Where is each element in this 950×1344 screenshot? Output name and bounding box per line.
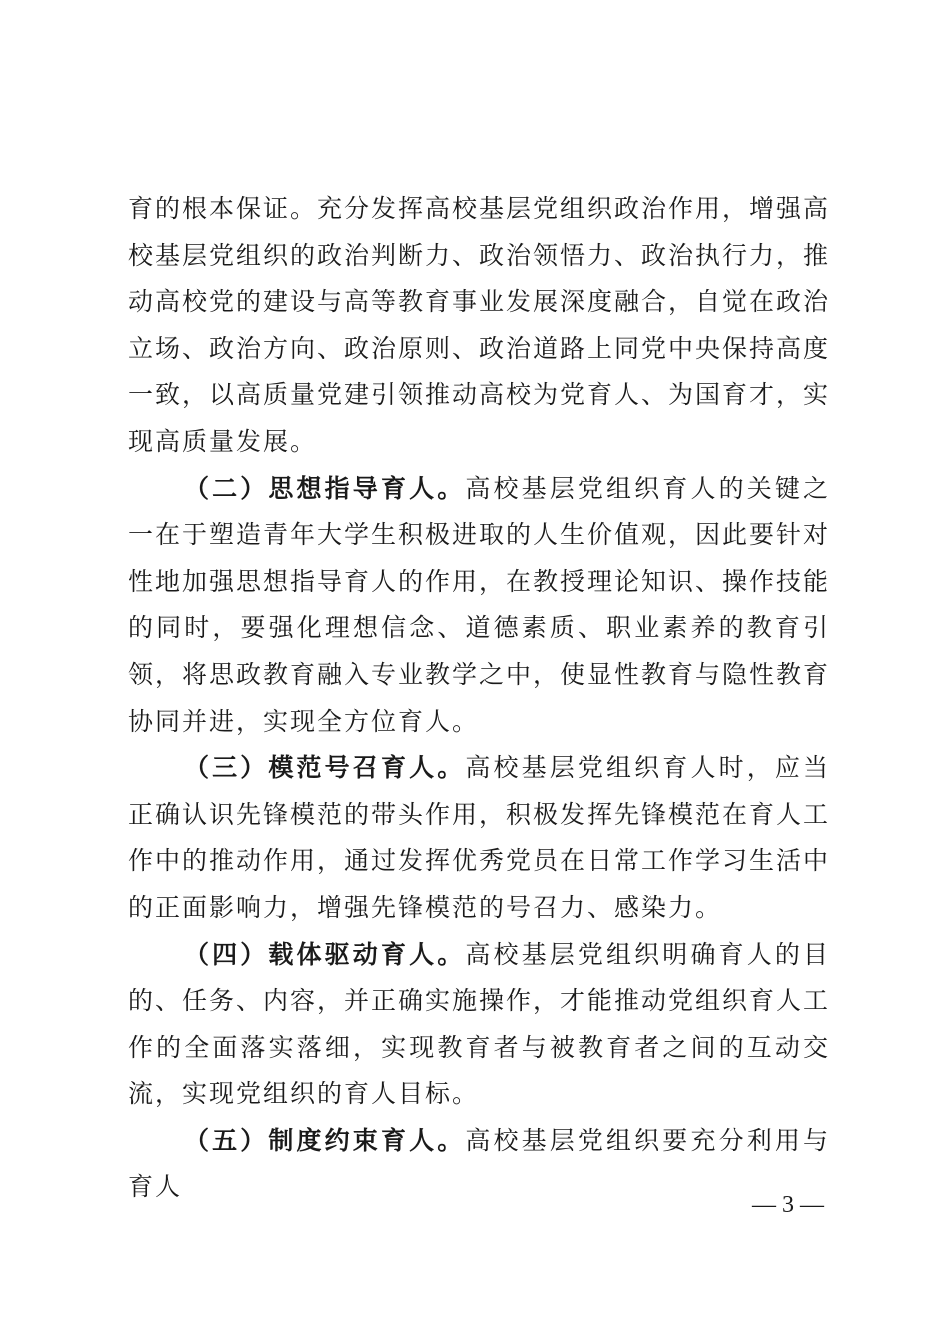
document-body [128,186,830,1211]
paragraph-text: 高校基层党组织育人时，应当正确认识先锋模范的带头作用，积极发挥先锋模范在育人工作中的推动作用，通过发挥优秀党员在日常工作学习生活中的正面影响力，增强先锋模范的号召力、感染力。 [128,753,831,922]
section-heading: （三）模范号召育人。 [184,753,466,783]
section-heading: （四）载体驱动育人。 [184,939,466,969]
paragraph-text: 育的根本保证。充分发挥高校基层党组织政治作用，增强高校基层党组织的政治判断力、政治领悟力、政治执行力，推动高校党的建设与高等教育事业发展深度融合，自觉在政治立场、政治方向、政治原则、政治道路上同党中央保持高度一致，以高质量党建引领推动高校为党育人、为国育才，实现高质量发展。 [128,194,831,456]
paragraph-section-4 [128,932,830,1118]
section-heading: （二）思想指导育人。 [184,473,466,503]
paragraph-section-5 [128,1118,830,1211]
paragraph-section-3 [128,745,830,931]
section-heading: （五）制度约束育人。 [184,1125,466,1155]
paragraph-section-2 [128,466,830,746]
paragraph-text: 高校基层党组织明确育人的目的、任务、内容，并正确实施操作，才能推动党组织育人工作的全面落实落细，实现教育者与被教育者之间的互动交流，实现党组织的育人目标。 [128,939,831,1109]
paragraph-text: 高校基层党组织育人的关键之一在于塑造青年大学生积极进取的人生价值观，因此要针对性地加强思想指导育人的作用，在教授理论知识、操作技能的同时，要强化理想信念、道德素质、职业素养的教育引领，将思政教育融入专业教学之中，使显性教育与隐性教育协同并进，实现全方位育人。 [128,473,831,736]
paragraph-text: 高校基层党组织要充分利用与育人 [128,1125,830,1202]
paragraph-continuation [128,186,830,466]
page-number: — 3 — [752,1192,824,1218]
